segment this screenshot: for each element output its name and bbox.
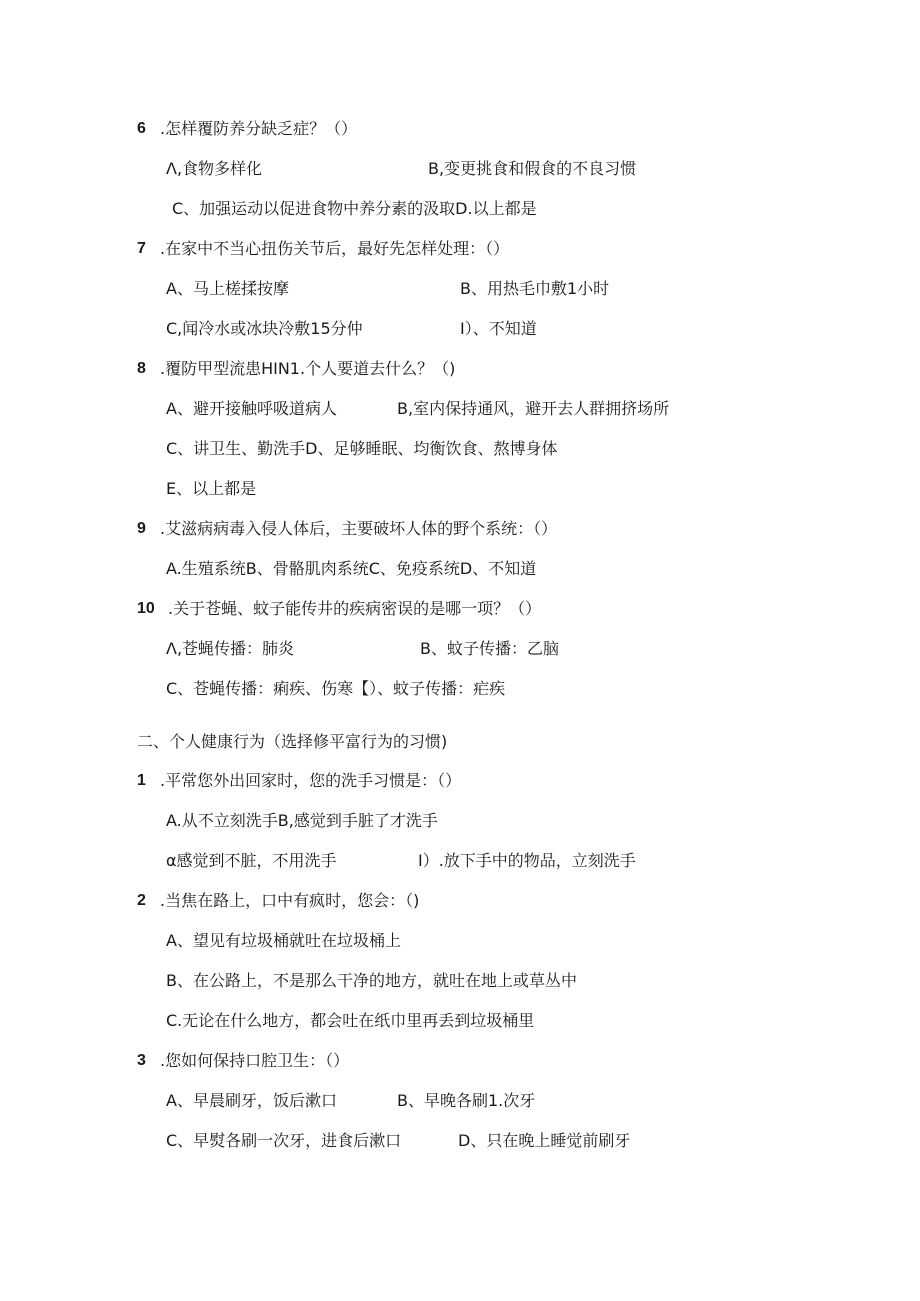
option-a: A、早晨刷牙，饭后漱口 <box>166 1091 337 1110</box>
option-a: Λ,食物多样化 <box>166 159 263 178</box>
question-number: 9 <box>137 520 146 537</box>
question-number: 10 <box>137 600 155 617</box>
option-c: C、早熨各刷一次牙，进食后漱口 <box>166 1131 402 1150</box>
option-d: D、只在晚上睡觉前刷牙 <box>458 1131 631 1150</box>
option-d: I）、不知道 <box>460 319 537 338</box>
question-number: 1 <box>137 772 146 789</box>
option-c: C.无论在什么地方，都会吐在纸巾里再丢到垃圾桶里 <box>166 1011 535 1030</box>
option-a: Λ,苍蝇传播：肺炎 <box>166 639 295 658</box>
option-c: C,闻冷水或冰块冷敷15分仲 <box>166 319 363 338</box>
option-b: B、在公路上，不是那么干净的地方，就吐在地上或草丛中 <box>166 971 577 990</box>
option-b: B,变更挑食和假食的不良习惯 <box>428 159 637 178</box>
question-text: .怎样覆防养分缺乏症？（） <box>160 119 358 138</box>
option-b: B、早晚各刷1.次牙 <box>397 1091 536 1110</box>
question-number: 8 <box>137 360 146 377</box>
section-heading: 二、个人健康行为（选择修平富行为的习惯) <box>137 732 448 751</box>
question-number: 2 <box>137 892 146 909</box>
option-a: A、避开接触呼吸道病人 <box>166 399 337 418</box>
option-abcd: A.生殖系统B、骨骼肌肉系统C、免疫系统D、不知道 <box>166 559 537 578</box>
option-c: α感觉到不脏，不用洗手 <box>166 851 337 870</box>
question-number: 3 <box>137 1052 146 1069</box>
question-text: .当焦在路上，口中有疯时，您会：（) <box>160 891 420 910</box>
option-b: B,室内保持通风，避开去人群拥挤场所 <box>397 399 670 418</box>
question-text: .关于苍蝇、蚊子能传井的疾病密误的是哪一项？（） <box>168 599 542 618</box>
option-b: B、蚊子传播：乙脑 <box>420 639 559 658</box>
question-number: 7 <box>137 240 146 257</box>
question-number: 6 <box>137 120 146 137</box>
question-text: .艾滋病病毒入侵人体后，主要破坏人体的野个系统：（） <box>160 519 558 538</box>
option-a: A、马上槎揉按摩 <box>166 279 289 298</box>
option-ab: A.从不立刻洗手B,感觉到手脏了才洗手 <box>166 811 438 830</box>
option-a: A、望见有垃圾桶就吐在垃圾桶上 <box>166 931 401 950</box>
option-e: E、以上都是 <box>166 479 257 498</box>
question-text: .平常您外出回家时，您的洗手习惯是：（） <box>160 771 462 790</box>
option-cd: C、加强运动以促进食物中养分素的汲取D.以上都是 <box>172 199 537 218</box>
question-text: .覆防甲型流患HIN1.个人要道去什么？（) <box>160 359 456 378</box>
option-d: I）.放下手中的物品，立刻洗手 <box>418 851 636 870</box>
question-text: .在家中不当心扭伤关节后，最好先怎样处理：（） <box>160 239 510 258</box>
option-b: B、用热毛巾敷1小时 <box>460 279 610 298</box>
question-text: .您如何保持口腔卫生：（） <box>160 1051 350 1070</box>
option-cd: C、讲卫生、勤洗手D、足够睡眠、均衡饮食、熬博身体 <box>166 439 558 458</box>
option-cd: C、苍蝇传播：痢疾、伤寒【）、蚊子传播：疟疾 <box>166 679 506 698</box>
